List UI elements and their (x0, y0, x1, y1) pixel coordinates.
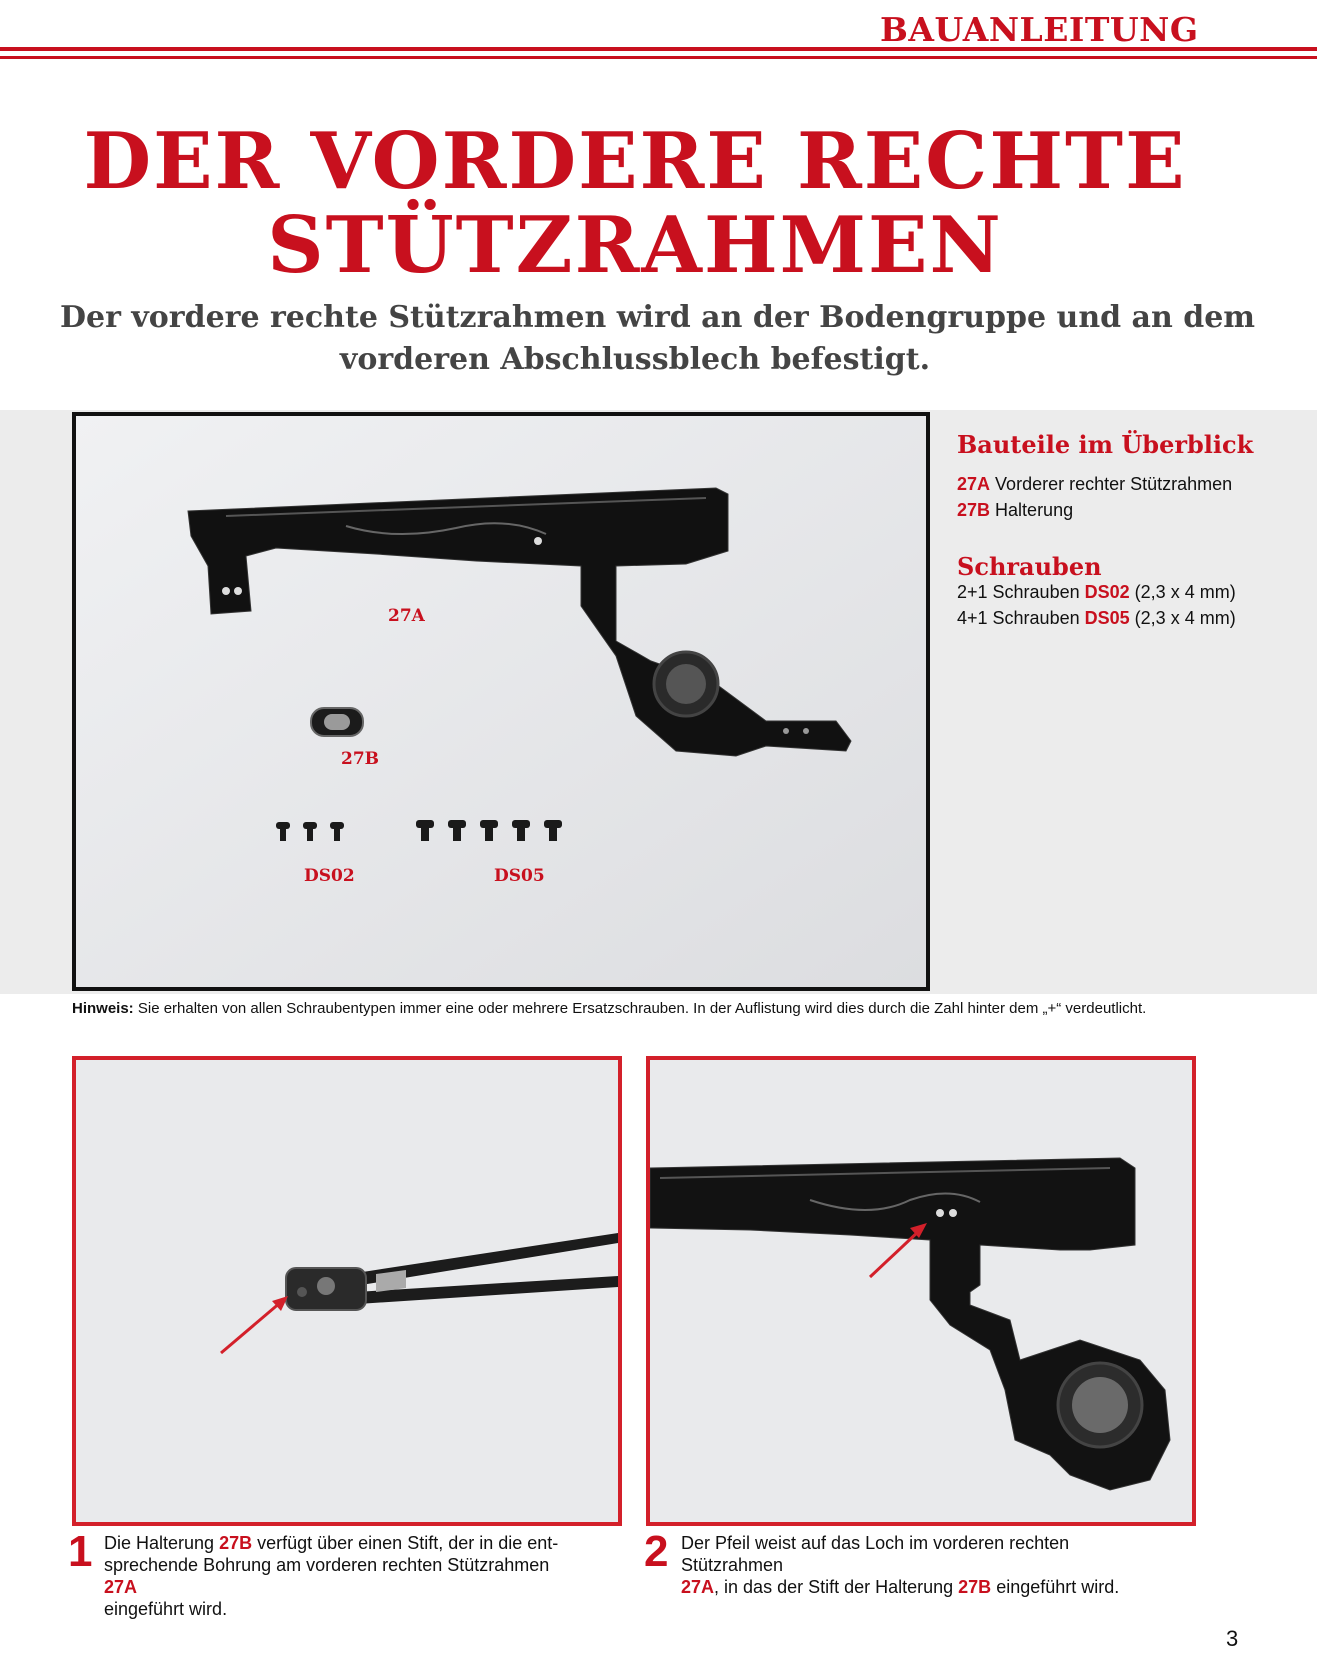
note (72, 1000, 1252, 1017)
header-rule-bottom (0, 56, 1317, 59)
screw-count: 2+1 Schrauben (957, 582, 1080, 602)
page-title-line-1: DER VORDERE RECHTE (83, 116, 1187, 207)
page-title (0, 116, 1270, 291)
parts-heading: Bauteile im Überblick (957, 430, 1254, 459)
parts-illustration (76, 416, 926, 987)
screw-list-item (957, 582, 1236, 603)
step-2-text-part: , in das der Stift der Halterung (714, 1577, 959, 1597)
pin-hole (936, 1209, 944, 1217)
step-1-text (104, 1532, 574, 1620)
section-label: BAUANLEITUNG (880, 10, 1199, 49)
step-1-number: 1 (68, 1527, 93, 1576)
step-2-code: 27B (958, 1577, 992, 1597)
step-1-code: 27A (104, 1577, 138, 1597)
step-1-text-part: eingeführt wird. (104, 1599, 228, 1619)
step-1-code: 27B (219, 1533, 253, 1553)
step-2-code: 27A (681, 1577, 715, 1597)
label-ds05: DS05 (494, 866, 545, 886)
subtitle-line-2: vorderen Abschlussblech befestigt. (339, 342, 931, 377)
screw-size: (2,3 x 4 mm) (1134, 608, 1236, 628)
parts-overview-photo (72, 412, 930, 991)
step-1-text-part: verfügt über einen Stift, der in die ent- (252, 1533, 559, 1553)
step-2-text-part: eingeführt wird. (991, 1577, 1120, 1597)
note-label: Hinweis: (72, 1000, 134, 1017)
screw-code: DS02 (1084, 582, 1130, 602)
part-code: 27B (957, 500, 991, 520)
label-27b: 27B (341, 749, 380, 769)
part-name: Halterung (995, 500, 1074, 520)
page-title-line-2: STÜTZRAHMEN (267, 200, 1003, 291)
label-27a: 27A (388, 606, 425, 626)
part-code: 27A (957, 474, 991, 494)
step-1-text-part: Die Halterung (104, 1533, 220, 1553)
parts-list-item (957, 474, 1232, 495)
subtitle-line-1: Der vordere rechte Stützrahmen wird an der Bodengruppe und an dem (60, 300, 1256, 335)
step-2-photo (646, 1056, 1196, 1526)
step-2-number: 2 (644, 1527, 669, 1576)
screw-list-item (957, 608, 1236, 629)
step-2-text-part: Der Pfeil weist auf das Loch im vorderen rechten Stützrahmen (681, 1533, 1070, 1575)
screws-heading: Schrauben (957, 552, 1102, 581)
screw-size: (2,3 x 4 mm) (1134, 582, 1236, 602)
step-1-text-part: sprechende Bohrung am vorderen rechten Stützrahmen (104, 1555, 550, 1575)
parts-list-item (957, 500, 1073, 521)
page-subtitle (60, 297, 1256, 381)
screw-count: 4+1 Schrauben (957, 608, 1080, 628)
note-text: Sie erhalten von allen Schraubentypen immer eine oder mehrere Ersatzschrauben. In der Auflistung wird dies durch die Zahl hinter dem „+“ verdeutlicht. (137, 1000, 1147, 1017)
step-2-text (681, 1532, 1151, 1598)
step-1-illustration (76, 1060, 618, 1522)
step-1-photo (72, 1056, 622, 1526)
page-number: 3 (1226, 1626, 1239, 1651)
step-2-illustration (650, 1060, 1192, 1522)
label-ds02: DS02 (304, 866, 355, 886)
screw-code: DS05 (1084, 608, 1130, 628)
part-name: Vorderer rechter Stützrahmen (995, 474, 1233, 494)
